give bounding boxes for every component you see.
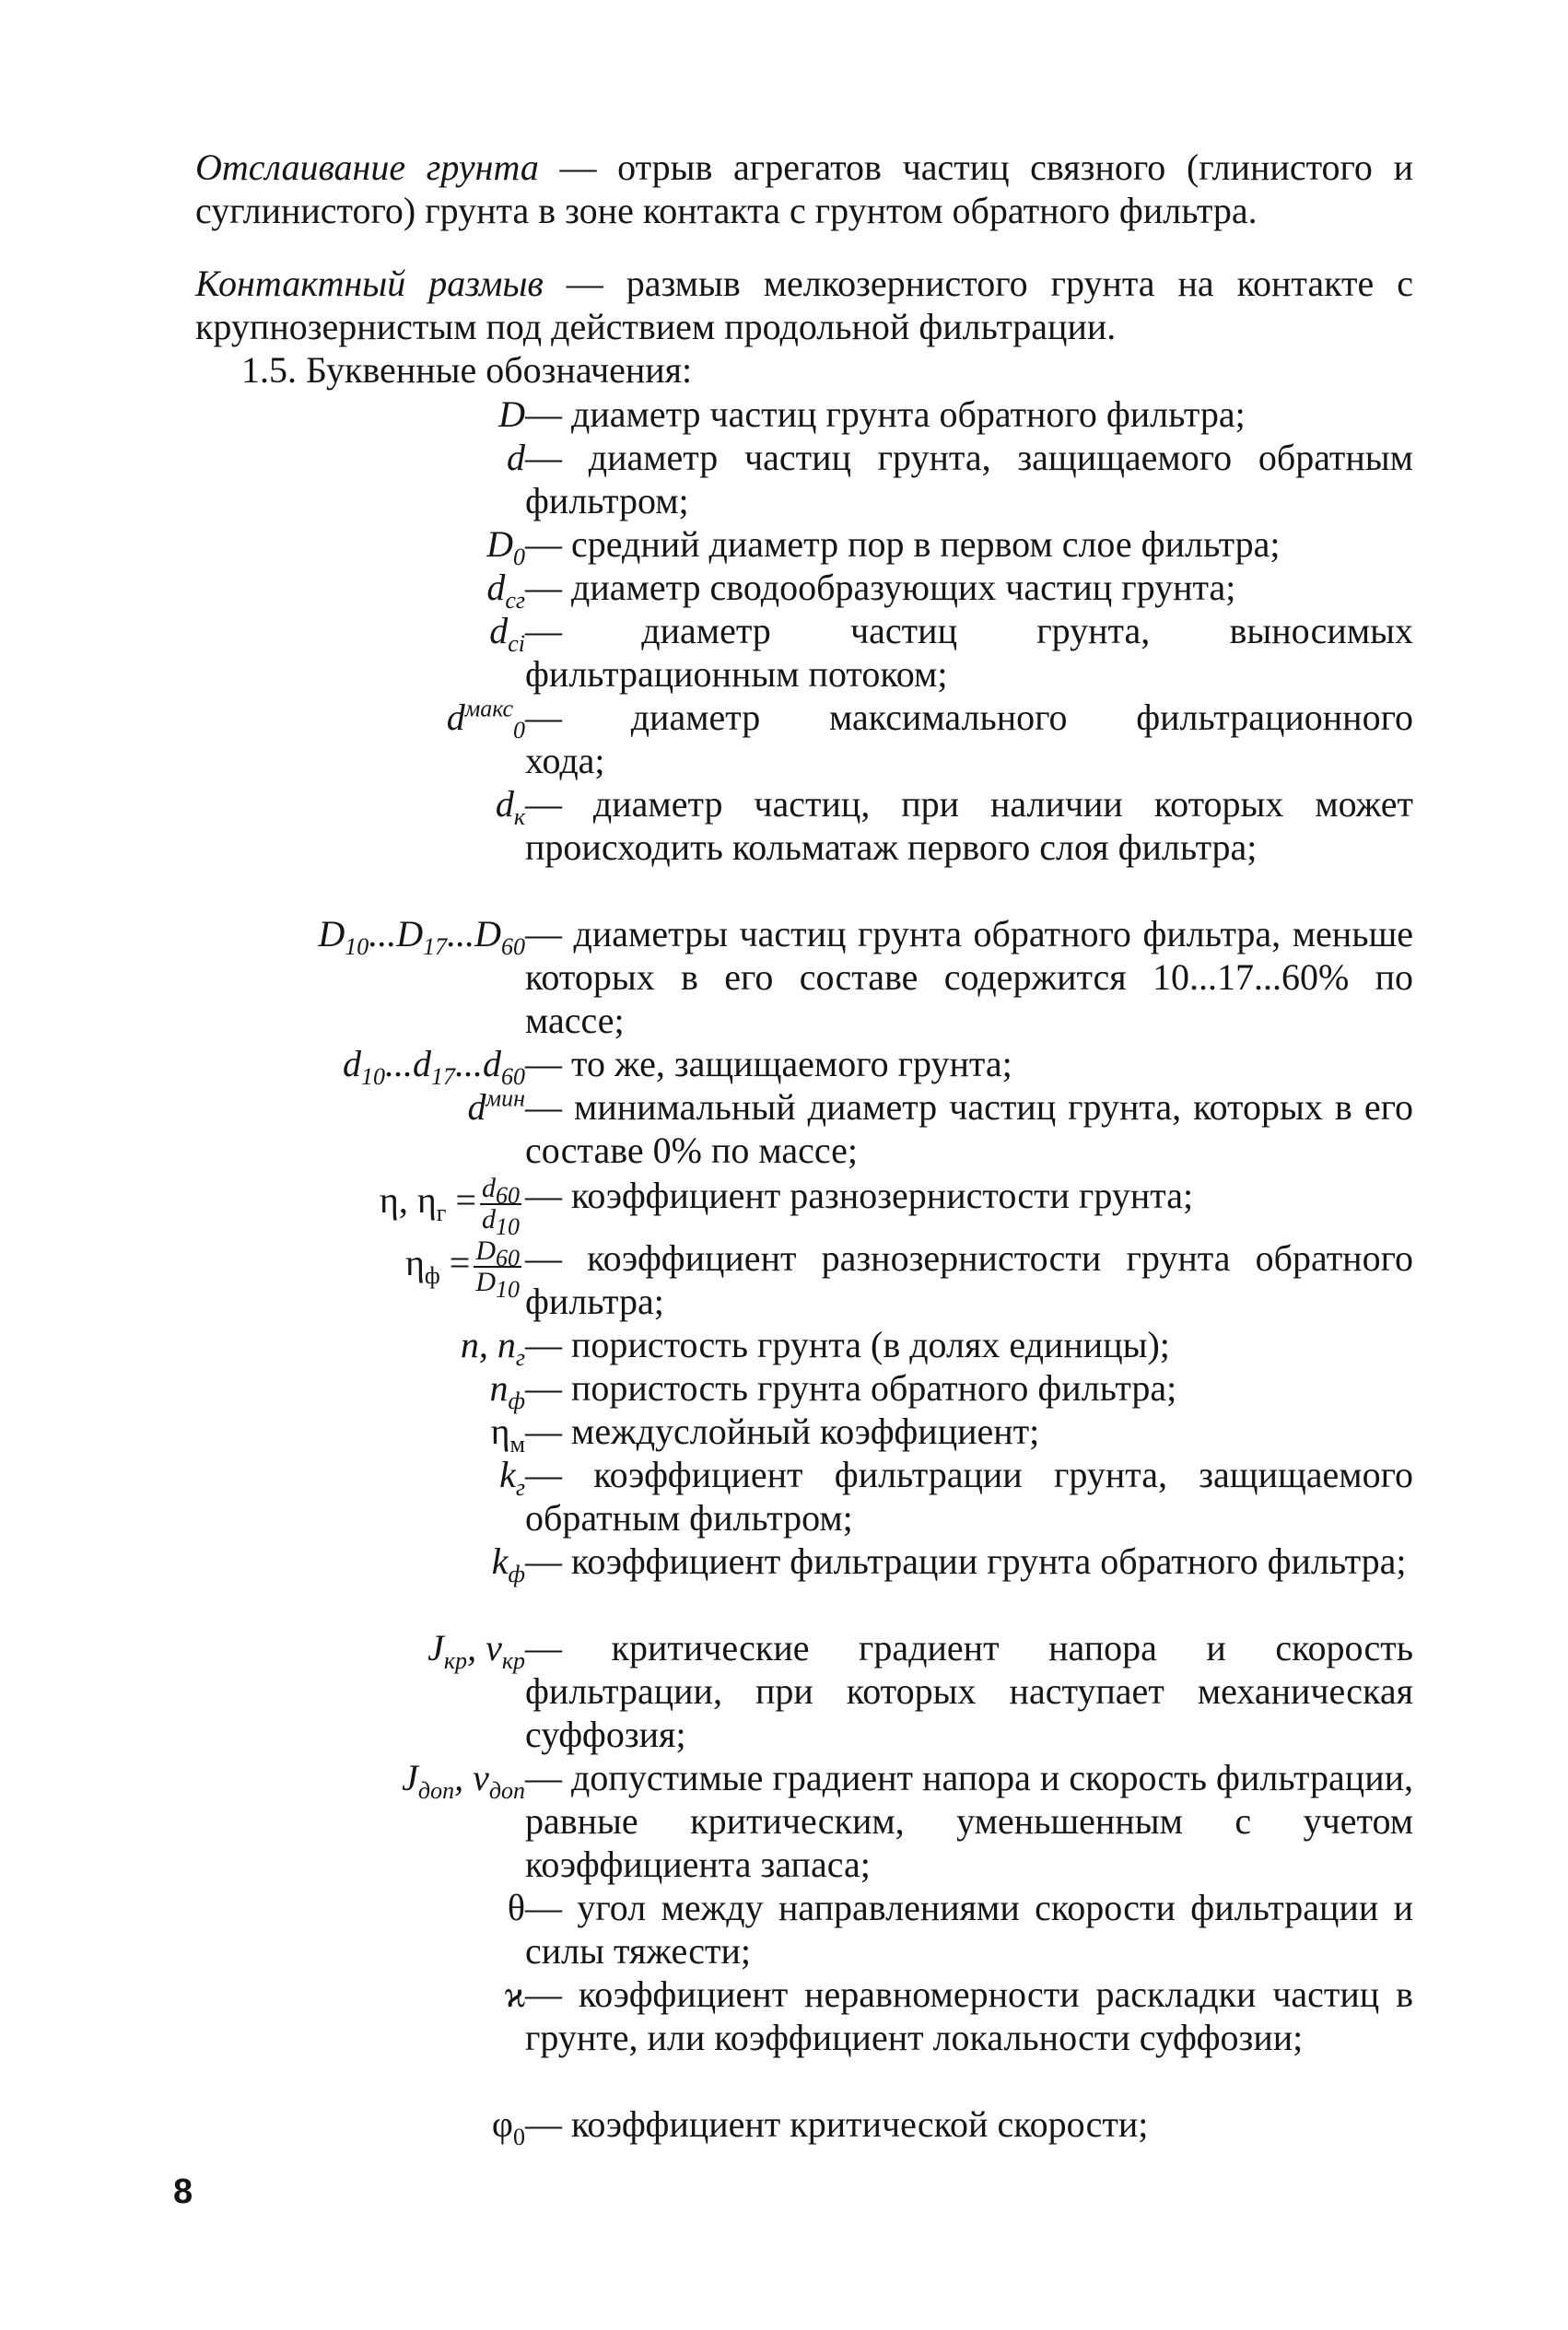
notation-symbol: $d_{ci}$	[489, 610, 525, 657]
notation-definition: — допустимые градиент напора и скорость фильтрации, равные критическим, уменьшенным с учетом коэффициента запаса;	[525, 1757, 1413, 1885]
notation-symbol: $d_к$	[495, 783, 525, 830]
notation-symbol: ϰ	[504, 1973, 525, 2015]
notation-definition: — то же, защищаемого грунта;	[525, 1043, 1012, 1084]
definition-text-contact-erosion: — размыв мелкозернистого грунта на контакте с крупнозернистым под действием продольной фильтрации.	[195, 263, 1413, 347]
page-number: 8	[173, 2172, 193, 2211]
notation-symbol: $n_ф$	[489, 1367, 525, 1414]
notation-definition: — минимальный диаметр частиц грунта, которых в его составе 0% по массе;	[525, 1086, 1413, 1171]
notation-definition: — диаметр максимального фильтрационного хода;	[525, 697, 1413, 781]
term-contact-erosion: Контактный размыв	[195, 263, 544, 304]
notation-definition: — угол между направлениями скорости фильтрации и силы тяжести;	[525, 1887, 1413, 1972]
notation-symbol: $D_{10}...D_{17}...D_{60}$	[318, 913, 525, 960]
notation-definition: — коэффициент разнозернистости грунта обратного фильтра;	[525, 1237, 1413, 1322]
notation-definition: — диаметр частиц грунта, выносимых фильтрационным потоком;	[525, 610, 1413, 695]
notation-symbol: $\varphi_0$	[491, 2103, 525, 2150]
fraction: $\frac{d_{60}}{d_{10}}$	[482, 1173, 520, 1240]
notation-symbol: θ	[507, 1887, 525, 1928]
notation-definition: — коэффициент разнозернистости грунта;	[525, 1175, 1194, 1216]
notation-definition: — коэффициент неравномерности раскладки частиц в грунте, или коэффициент локальности суффозии;	[525, 1973, 1413, 2058]
notation-definition: — междуслойный коэффициент;	[525, 1411, 1040, 1452]
notation-symbol: $\eta_ф$ = $\frac{D_{60}}{D_{10}}$	[404, 1235, 520, 1303]
notation-definition: — пористость грунта (в долях единицы);	[525, 1324, 1170, 1365]
notation-symbol: $J_{доп}$, $v_{доп}$	[402, 1757, 525, 1804]
notation-symbol: d	[507, 437, 525, 478]
notation-symbol: $d_{сг}$	[486, 567, 525, 614]
term-peeling: Отслаивание грунта	[195, 146, 539, 188]
notation-symbol: $d_{10}...d_{17}...d_{60}$	[343, 1043, 525, 1090]
notation-definition: — диаметр частиц грунта, защищаемого обратным фильтром;	[525, 437, 1413, 521]
definition-paragraph-peeling	[195, 146, 1413, 232]
notation-symbol: $k_г$	[499, 1454, 525, 1501]
notation-definition: — коэффициент критической скорости;	[525, 2103, 1149, 2145]
definition-paragraph-contact-erosion	[195, 262, 1413, 348]
notation-definition: — коэффициент фильтрации грунта, защищаемого обратным фильтром;	[525, 1454, 1413, 1539]
notation-symbol: n, $n_г$	[460, 1324, 525, 1371]
notation-symbol: $d^{макс}_0$	[446, 695, 525, 743]
notation-symbol: η, $\eta_г$ = $\frac{d_{60}}{d_{10}}$	[379, 1173, 520, 1240]
notation-symbol: $d^{мин}$	[467, 1084, 525, 1128]
notation-definition: — средний диаметр пор в первом слое фильтра;	[525, 523, 1281, 565]
fraction: $\frac{D_{60}}{D_{10}}$	[475, 1235, 520, 1303]
notation-definition: — диаметр сводообразующих частиц грунта;	[525, 567, 1236, 608]
section-heading: 1.5. Буквенные обозначения:	[241, 349, 693, 391]
notation-symbol: $\eta_м$	[490, 1411, 525, 1458]
notation-definition: — критические градиент напора и скорость фильтрации, при которых наступает механическая суффозия;	[525, 1627, 1413, 1755]
notation-symbol: $J_{кр}$, $v_{кр}$	[427, 1627, 525, 1674]
notation-symbol: $D_0$	[486, 523, 525, 570]
notation-definition: — пористость грунта обратного фильтра;	[525, 1367, 1177, 1409]
notation-definition: — диаметр частиц, при наличии которых может происходить кольматаж первого слоя фильтра;	[525, 783, 1413, 868]
notation-symbol: $k_ф$	[491, 1540, 525, 1587]
notation-symbol: D	[498, 393, 525, 435]
notation-definition: — коэффициент фильтрации грунта обратного фильтра;	[525, 1540, 1407, 1582]
definition-text-peeling: — отрыв агрегатов частиц связного (глинистого и суглинистого) грунта в зоне контакта с грунтом обратного фильтра.	[195, 146, 1413, 231]
notation-definition: — диаметры частиц грунта обратного фильтра, меньше которых в его составе содержится 10...17...60% по массе;	[525, 913, 1413, 1041]
notation-definition: — диаметр частиц грунта обратного фильтра;	[525, 393, 1246, 435]
